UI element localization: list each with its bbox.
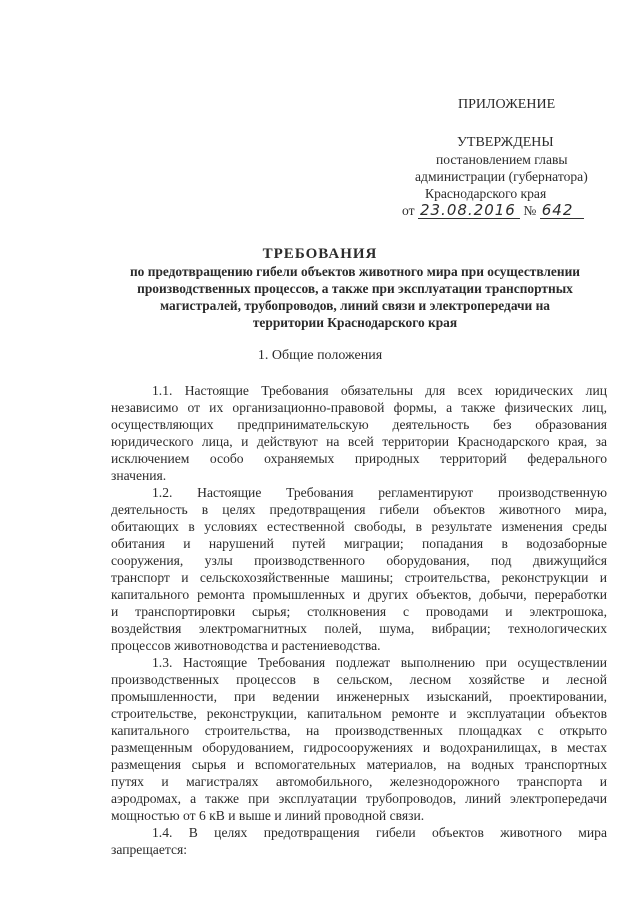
body-line: воздействия электромагнитных полей, шума, вибрации; технологических (111, 621, 607, 636)
approval-line-2: администрации (губернатора) (415, 169, 588, 184)
approval-line-1: постановлением главы (436, 152, 568, 167)
subtitle-line: по предотвращению гибели объектов животного мира при осуществлении (129, 264, 581, 279)
body-line: транспорт и сельскохозяйственные машины; строительства, реконструкции и (111, 570, 607, 585)
body-line: 1.2. Настоящие Требования регламентируют производственную (152, 485, 607, 500)
subtitle-line: производственных процессов, а также при эксплуатации транспортных (137, 281, 573, 296)
body-line: деятельность в целях предотвращения гибели объектов животного мира, (111, 502, 607, 517)
number-prefix: № (523, 203, 537, 218)
body-line: строительстве, реконструкции, капитальном ремонте и эксплуатации объектов (111, 706, 607, 721)
body-line: 1.3. Настоящие Требования подлежат выполнению при осуществлении (152, 655, 607, 670)
body-line: капитального ремонта промышленных и других объектов, добычи, переработки (111, 587, 607, 602)
body-line: 1.1. Настоящие Требования обязательны для всех юридических лиц (152, 383, 607, 398)
body-line: обитания и нарушений путей миграции; попадания в водозаборные (111, 536, 607, 551)
body-line: путях и магистралях автомобильного, железнодорожного транспорта и (111, 774, 607, 789)
body-line: обитающих в условиях естественной свободы, в результате изменения среды (111, 519, 607, 534)
body-line: запрещается: (111, 842, 188, 857)
approval-line-3: Краснодарского края (425, 186, 547, 201)
body-line: промышленности, при ведении инженерных изысканий, проектировании, (111, 689, 607, 704)
section-heading: 1. Общие положения (257, 348, 383, 363)
body-line: и транспортировки сырья; столкновения с проводами и электрошока, (111, 604, 607, 619)
body-line: 1.4. В целях предотвращения гибели объектов животного мира (152, 825, 607, 840)
body-line: независимо от их организационно-правовой формы, а также физических лиц, (111, 400, 607, 415)
body-line: размещенным оборудованием, гидросооружениях и водохранилищах, в местах (111, 740, 607, 755)
body-line: аэродромах, а также при эксплуатации трубопроводов, линий электропередачи (111, 791, 607, 806)
approved-label: УТВЕРЖДЕНЫ (457, 135, 554, 150)
body-line: капитального строительства, на производственных площадках с открыто (111, 723, 607, 738)
approval-number: 642 (540, 202, 584, 219)
approval-date-row (402, 202, 584, 219)
date-prefix: от (402, 203, 415, 218)
body-line: процессов животноводства и растениеводства. (111, 638, 381, 653)
body-line: размещения сырья и вспомогательных материалов, на водных транспортных (111, 757, 607, 772)
body-line: производственных процессов в сельском, лесном хозяйстве и лесной (111, 672, 607, 687)
body-line: исключением особо охраняемых природных территорий федерального (111, 451, 607, 466)
approval-date: 23.08.2016 (418, 202, 520, 219)
subtitle-line: территории Краснодарского края (252, 315, 458, 330)
annex-label: ПРИЛОЖЕНИЕ (458, 97, 556, 112)
subtitle-line: магистралей, трубопроводов, линий связи и электропередачи на (159, 298, 550, 313)
body-line: значения. (111, 468, 167, 483)
body-line: сооружения, узлы производственного оборудования, под движущийся (111, 553, 607, 568)
body-line: мощностью от 6 кВ и выше и линий проводной связи. (111, 808, 425, 823)
body-line: юридического лица, и действуют на всей территории Краснодарского края, за (111, 434, 607, 449)
document-title: ТРЕБОВАНИЯ (262, 246, 378, 262)
body-line: осуществляющих предпринимательскую деятельность без образования (111, 417, 607, 432)
